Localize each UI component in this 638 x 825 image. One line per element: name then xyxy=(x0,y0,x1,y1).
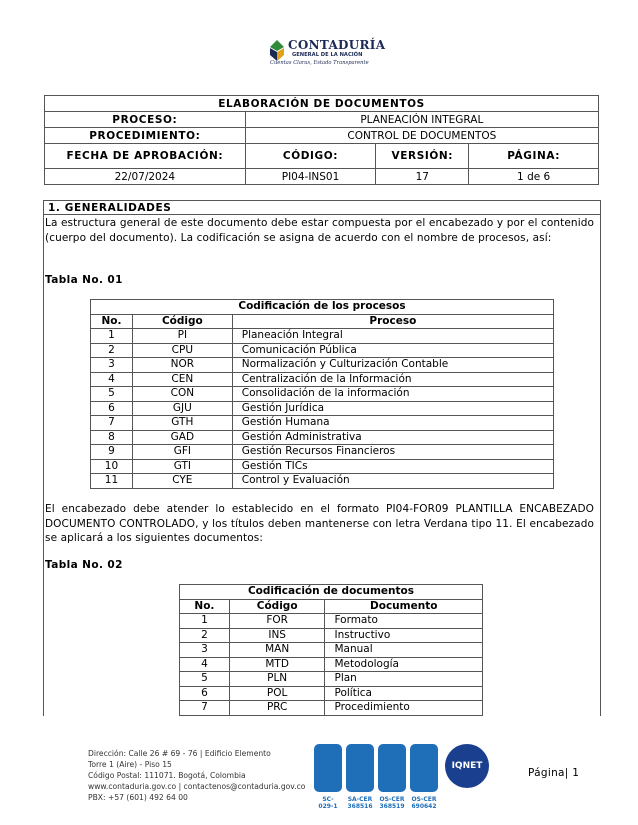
logo-subtitle: GENERAL DE LA NACIÓN xyxy=(292,52,363,58)
table1-cell-no: 6 xyxy=(91,401,133,416)
intro-paragraph: La estructura general de este documento debe estar compuesta por el encabezado y por el contenido (cuerpo del documento). La codificación se asigna de acuerdo con el nombre de procesos, así: xyxy=(45,217,594,244)
table1-cell-name: Normalización y Culturización Contable xyxy=(232,358,553,373)
badge-label: SA-CER 368516 xyxy=(347,796,373,810)
table1-cell-no: 2 xyxy=(91,343,133,358)
table2-cell-no: 4 xyxy=(180,657,230,672)
version-label: VERSIÓN: xyxy=(376,144,469,169)
logo xyxy=(266,38,386,70)
table2-cell-code: INS xyxy=(229,628,325,643)
table1-header-code: Código xyxy=(132,314,232,329)
table-row xyxy=(180,672,483,687)
procedure-value: CONTROL DE DOCUMENTOS xyxy=(245,128,598,144)
badge-label: SC- 029-1 xyxy=(318,796,338,810)
table-row xyxy=(180,686,483,701)
table-row xyxy=(180,614,483,629)
footer-line: Código Postal: 111071. Bogotá, Colombia xyxy=(88,771,246,780)
table2-header-code: Código xyxy=(229,599,325,614)
table2-cell-code: PRC xyxy=(229,701,325,716)
table1-cell-code: CON xyxy=(132,387,232,402)
table1-cell-code: GTH xyxy=(132,416,232,431)
table1-cell-code: GFI xyxy=(132,445,232,460)
icontec-badge-icon xyxy=(346,744,374,792)
header-paragraph: El encabezado debe atender lo establecido en el formato PI04-FOR09 PLANTILLA ENCABEZADO DOCUMENTO CONTROLADO, y los títulos deben mantenerse con letra Verdana tipo 11. El encabezado se aplicará a los siguientes documentos: xyxy=(45,503,594,544)
iqnet-badge-icon: IQNET xyxy=(445,744,489,788)
table1-cell-no: 11 xyxy=(91,474,133,489)
table2-header-no: No. xyxy=(180,599,230,614)
table2-cell-code: PLN xyxy=(229,672,325,687)
logo-title: CONTADURÍA xyxy=(288,38,386,52)
page-number: Página| 1 xyxy=(528,767,580,779)
badge-label: OS-CER 368519 xyxy=(379,796,405,810)
table2-cell-no: 6 xyxy=(180,686,230,701)
table2-cell-no: 3 xyxy=(180,643,230,658)
table2-cell-code: MTD xyxy=(229,657,325,672)
table2-label: Tabla No. 02 xyxy=(45,559,123,571)
table1-cell-no: 10 xyxy=(91,459,133,474)
table2-header-document: Documento xyxy=(325,599,483,614)
table1-cell-code: GTI xyxy=(132,459,232,474)
icontec-badge-icon xyxy=(314,744,342,792)
table1-cell-name: Control y Evaluación xyxy=(232,474,553,489)
process-label: PROCESO: xyxy=(45,112,246,128)
table1-cell-name: Gestión TICs xyxy=(232,459,553,474)
table-row xyxy=(91,329,554,344)
table1-cell-name: Gestión Recursos Financieros xyxy=(232,445,553,460)
table2-cell-name: Plan xyxy=(325,672,483,687)
logo-emblem-icon xyxy=(269,40,285,62)
table2-cell-name: Instructivo xyxy=(325,628,483,643)
table1-cell-no: 5 xyxy=(91,387,133,402)
table1-cell-name: Planeación Integral xyxy=(232,329,553,344)
icontec-badge-icon xyxy=(378,744,406,792)
table-row xyxy=(180,643,483,658)
table2-cell-code: MAN xyxy=(229,643,325,658)
table-row xyxy=(91,459,554,474)
procedure-label: PROCEDIMIENTO: xyxy=(45,128,246,144)
approval-date-label: FECHA DE APROBACIÓN: xyxy=(45,144,246,169)
table2-cell-name: Formato xyxy=(325,614,483,629)
table1-cell-name: Comunicación Pública xyxy=(232,343,553,358)
table1-cell-name: Gestión Administrativa xyxy=(232,430,553,445)
table1-cell-code: GAD xyxy=(132,430,232,445)
table-row xyxy=(180,701,483,716)
table2-cell-code: POL xyxy=(229,686,325,701)
table1-cell-name: Gestión Jurídica xyxy=(232,401,553,416)
table2-caption: Codificación de documentos xyxy=(180,585,483,600)
table2-cell-name: Metodología xyxy=(325,657,483,672)
table-row xyxy=(91,358,554,373)
table-row xyxy=(91,416,554,431)
logo-tagline: Cuentas Claras, Estado Transparente xyxy=(270,60,369,66)
table1-cell-code: NOR xyxy=(132,358,232,373)
table2-cell-no: 1 xyxy=(180,614,230,629)
code-value: PI04-INS01 xyxy=(245,169,376,185)
table-row xyxy=(91,474,554,489)
footer-line: www.contaduria.gov.co | contactenos@contaduria.gov.co xyxy=(88,782,306,791)
version-value: 17 xyxy=(376,169,469,185)
footer-line: PBX: +57 (601) 492 64 00 xyxy=(88,793,188,802)
table1-cell-name: Centralización de la Información xyxy=(232,372,553,387)
section-heading: 1. GENERALIDADES xyxy=(44,201,600,215)
table-row xyxy=(180,628,483,643)
table-row xyxy=(91,343,554,358)
table1-cell-code: PI xyxy=(132,329,232,344)
table-row xyxy=(91,401,554,416)
table2-cell-code: FOR xyxy=(229,614,325,629)
table-row xyxy=(180,657,483,672)
table1-caption: Codificación de los procesos xyxy=(91,300,554,315)
table2-cell-no: 7 xyxy=(180,701,230,716)
table1-cell-no: 4 xyxy=(91,372,133,387)
table2-cell-name: Política xyxy=(325,686,483,701)
table1-label: Tabla No. 01 xyxy=(45,274,123,286)
certification-badges xyxy=(314,744,490,818)
footer-line: Torre 1 (Aire) - Piso 15 xyxy=(88,760,172,769)
process-value: PLANEACIÓN INTEGRAL xyxy=(245,112,598,128)
table1-header-process: Proceso xyxy=(232,314,553,329)
table-row xyxy=(91,430,554,445)
badge-label: OS-CER 690642 xyxy=(411,796,437,810)
page-value: 1 de 6 xyxy=(469,169,599,185)
table1-cell-code: CYE xyxy=(132,474,232,489)
table1-cell-no: 1 xyxy=(91,329,133,344)
icontec-badge-icon xyxy=(410,744,438,792)
table1-cell-no: 8 xyxy=(91,430,133,445)
table1-cell-code: CEN xyxy=(132,372,232,387)
process-codes-table xyxy=(90,299,554,489)
document-header-table xyxy=(44,95,599,185)
table1-cell-no: 3 xyxy=(91,358,133,373)
page-label: PÁGINA: xyxy=(469,144,599,169)
table2-cell-name: Manual xyxy=(325,643,483,658)
footer-line: Dirección: Calle 26 # 69 - 76 | Edificio Elemento xyxy=(88,749,271,758)
table2-cell-no: 5 xyxy=(180,672,230,687)
table1-cell-name: Gestión Humana xyxy=(232,416,553,431)
table1-cell-code: GJU xyxy=(132,401,232,416)
table-row xyxy=(91,372,554,387)
table-row xyxy=(91,387,554,402)
table1-cell-no: 9 xyxy=(91,445,133,460)
code-label: CÓDIGO: xyxy=(245,144,376,169)
footer-address xyxy=(88,748,305,803)
document-codes-table xyxy=(179,584,483,716)
table2-cell-name: Procedimiento xyxy=(325,701,483,716)
table2-cell-no: 2 xyxy=(180,628,230,643)
table1-cell-code: CPU xyxy=(132,343,232,358)
table1-cell-no: 7 xyxy=(91,416,133,431)
document-title: ELABORACIÓN DE DOCUMENTOS xyxy=(45,96,599,112)
approval-date-value: 22/07/2024 xyxy=(45,169,246,185)
table-row xyxy=(91,445,554,460)
table1-cell-name: Consolidación de la información xyxy=(232,387,553,402)
table1-header-no: No. xyxy=(91,314,133,329)
